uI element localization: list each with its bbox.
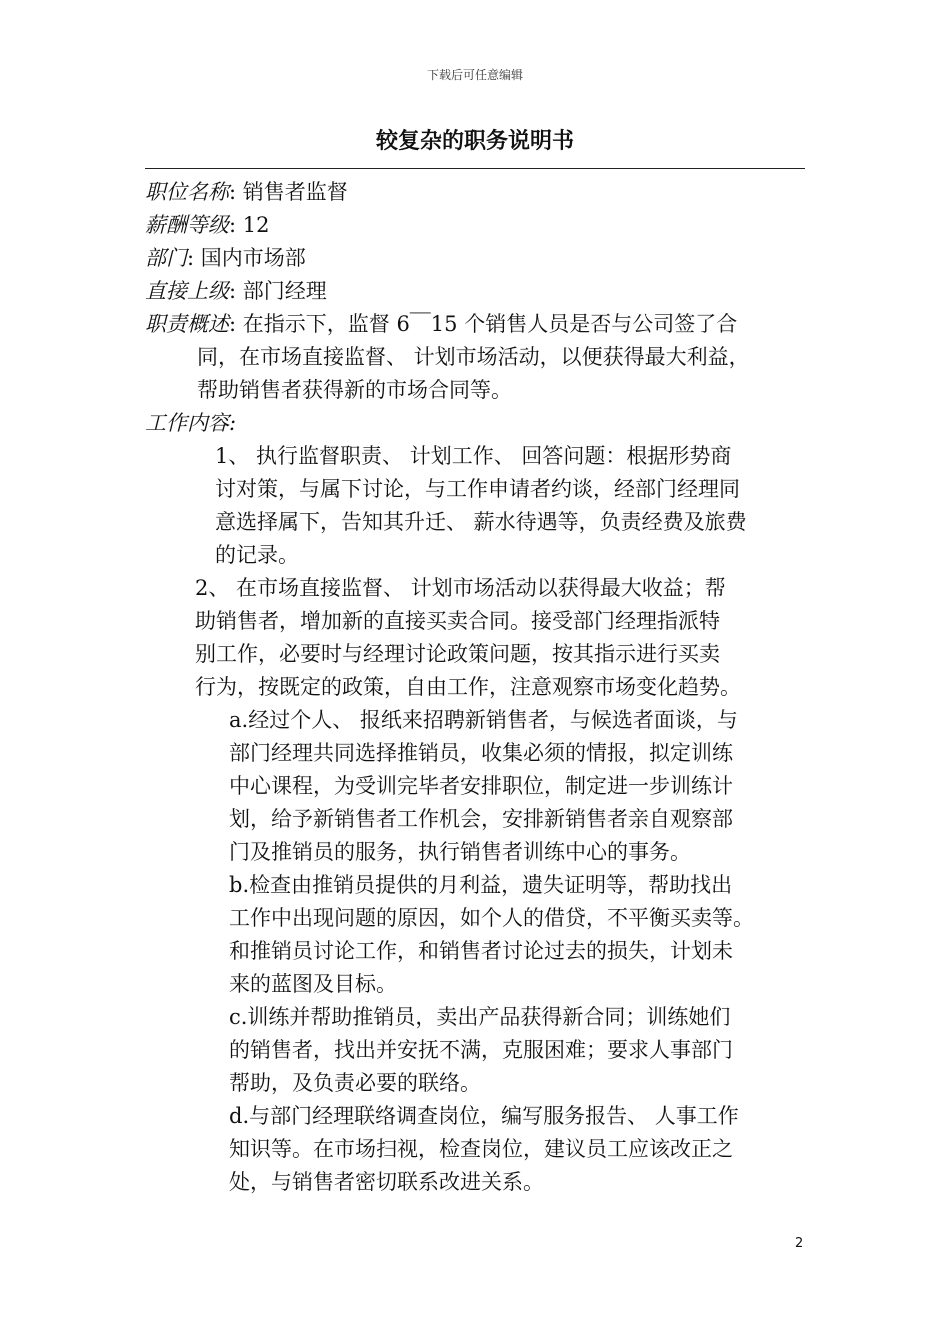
document-body [145, 176, 810, 1199]
summary-line: 同，在市场直接监督、 计划市场活动，以便获得最大利益， [197, 345, 750, 369]
subitem-line: 划，给予新销售者工作机会，安排新销售者亲自观察部 [229, 807, 733, 831]
work-item-line: 2、 在市场直接监督、 计划市场活动以获得最大收益；帮 [195, 576, 726, 600]
work-item-line: 讨对策，与属下讨论，与工作申请者约谈，经部门经理同 [215, 477, 740, 501]
subitem-line: 工作中出现问题的原因，如个人的借贷，不平衡买卖等。 [229, 906, 754, 930]
page-number: 2 [795, 1236, 804, 1251]
subitem-line: 来的蓝图及目标。 [229, 972, 397, 996]
subitem-d [145, 1100, 810, 1199]
work-item-1 [145, 440, 810, 572]
work-item-line: 的记录。 [215, 543, 299, 567]
work-content-label: 工作内容: [145, 411, 237, 435]
subitem-b [145, 869, 810, 1001]
subitem-c [145, 1001, 810, 1100]
field-supervisor: 直接上级: 部门经理 [145, 279, 327, 303]
summary-line: 职责概述: 在指示下，监督 6￣15 个销售人员是否与公司签了合 [145, 312, 738, 336]
subitem-line: a.经过个人、 报纸来招聘新销售者，与候选者面谈，与 [229, 708, 738, 732]
subitem-line: 处，与销售者密切联系改进关系。 [229, 1170, 544, 1194]
work-item-line: 别工作，必要时与经理讨论政策问题，按其指示进行买卖 [195, 642, 720, 666]
subitem-line: 的销售者，找出并安抚不满，克服困难；要求人事部门 [229, 1038, 733, 1062]
work-item-line: 1、 执行监督职责、 计划工作、 回答问题：根据形势商 [215, 444, 732, 468]
work-item-line: 行为，按既定的政策，自由工作，注意观察市场变化趋势。 [195, 675, 741, 699]
subitem-line: 和推销员讨论工作，和销售者讨论过去的损失，计划未 [229, 939, 733, 963]
subitem-line: 帮助，及负责必要的联络。 [229, 1071, 481, 1095]
header-note: 下载后可任意编辑 [426, 68, 523, 82]
subitem-line: 门及推销员的服务，执行销售者训练中心的事务。 [229, 840, 691, 864]
subitem-a [145, 704, 810, 869]
subitem-line: b.检查由推销员提供的月利益，遗失证明等，帮助找出 [229, 873, 733, 897]
subitem-line: c.训练并帮助推销员，卖出产品获得新合同；训练她们 [229, 1005, 731, 1029]
subitem-line: d.与部门经理联络调查岗位，编写服务报告、 人事工作 [229, 1104, 739, 1128]
work-item-line: 意选择属下，告知其升迁、 薪水待遇等，负责经费及旅费 [215, 510, 747, 534]
work-item-line: 助销售者，增加新的直接买卖合同。接受部门经理指派特 [195, 609, 720, 633]
subitem-line: 知识等。在市场扫视，检查岗位，建议员工应该改正之 [229, 1137, 733, 1161]
summary-block [145, 308, 810, 407]
subitem-line: 中心课程，为受训完毕者安排职位，制定进一步训练计 [229, 774, 733, 798]
title-divider [145, 168, 805, 169]
field-position: 职位名称: 销售者监督 [145, 180, 348, 204]
field-department: 部门: 国内市场部 [145, 246, 306, 270]
field-salary-grade: 薪酬等级: 12 [145, 213, 270, 237]
work-item-2 [145, 572, 810, 704]
subitem-line: 部门经理共同选择推销员，收集必须的情报，拟定训练 [229, 741, 733, 765]
page-title: 较复杂的职务说明书 [375, 129, 574, 154]
summary-line: 帮助销售者获得新的市场合同等。 [197, 378, 512, 402]
